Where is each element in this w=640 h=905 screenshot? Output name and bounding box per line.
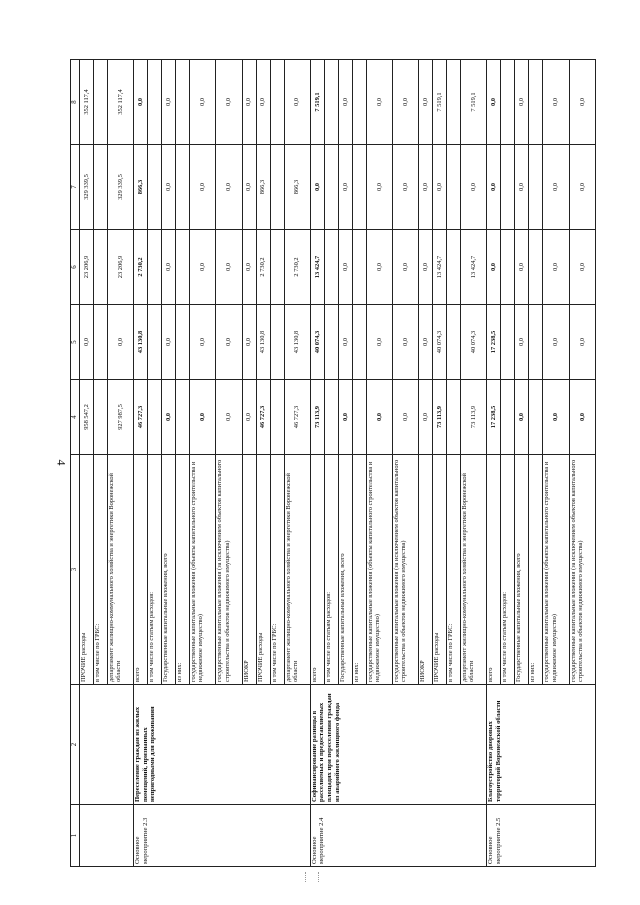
value-cell: 73 113,9 bbox=[433, 380, 447, 455]
value-cell: 23 206,9 bbox=[107, 230, 133, 305]
value-cell: 40 074,3 bbox=[461, 305, 487, 380]
value-cell bbox=[447, 305, 461, 380]
value-cell bbox=[447, 60, 461, 145]
value-cell: 13 424,7 bbox=[310, 230, 324, 305]
row-label: ПРОЧИЕ расходы bbox=[80, 455, 94, 685]
value-cell: 2 730,2 bbox=[134, 230, 148, 305]
row-label: департамент жилищно-коммунального хозяйства и энергетики Воронежской области bbox=[107, 455, 133, 685]
value-cell: 0,0 bbox=[366, 380, 392, 455]
value-cell: 0,0 bbox=[366, 145, 392, 230]
value-cell: 17 238,5 bbox=[487, 305, 501, 380]
value-cell: 0,0 bbox=[366, 230, 392, 305]
value-cell: 0,0 bbox=[419, 60, 433, 145]
value-cell bbox=[176, 380, 190, 455]
value-cell: 13 424,7 bbox=[461, 230, 487, 305]
value-cell: 0,0 bbox=[461, 145, 487, 230]
value-cell bbox=[93, 305, 107, 380]
row-label: в том числе по ГРБС: bbox=[447, 455, 461, 685]
value-cell: 0,0 bbox=[543, 380, 569, 455]
value-cell: 40 074,3 bbox=[433, 305, 447, 380]
value-cell: 0,0 bbox=[242, 305, 256, 380]
row-label: государственные капитальные вложения (за исключением объектов капитального строительства и объектов недвижимого имущества) bbox=[392, 455, 418, 685]
value-cell bbox=[270, 305, 284, 380]
value-cell: 0,0 bbox=[338, 230, 352, 305]
value-cell: 0,0 bbox=[515, 305, 529, 380]
value-cell bbox=[93, 230, 107, 305]
row-label: государственные капитальные вложения (за исключением объектов капитального строительства и объектов недвижимого имущества) bbox=[569, 455, 596, 685]
header-row bbox=[71, 60, 80, 867]
value-cell: 329 339,5 bbox=[107, 145, 133, 230]
row-label: в том числе по статьям расходов: bbox=[148, 455, 162, 685]
value-cell: 0,0 bbox=[190, 145, 216, 230]
value-cell: 7 519,1 bbox=[461, 60, 487, 145]
value-cell: 0,0 bbox=[162, 230, 176, 305]
row-label: Государственные капитальные вложения, всего bbox=[338, 455, 352, 685]
page-number: 4 bbox=[54, 459, 69, 466]
value-cell: 2 730,2 bbox=[256, 230, 270, 305]
value-cell: 0,0 bbox=[543, 145, 569, 230]
value-cell: 329 339,5 bbox=[80, 145, 94, 230]
value-cell bbox=[176, 145, 190, 230]
value-cell: 866,3 bbox=[256, 145, 270, 230]
value-cell: 0,0 bbox=[216, 380, 242, 455]
value-cell: 0,0 bbox=[515, 145, 529, 230]
value-cell bbox=[501, 230, 515, 305]
value-cell: 0,0 bbox=[419, 145, 433, 230]
row-label: всего bbox=[134, 455, 148, 685]
value-cell bbox=[529, 145, 543, 230]
value-cell: 0,0 bbox=[419, 305, 433, 380]
value-cell: 0,0 bbox=[162, 305, 176, 380]
value-cell bbox=[93, 380, 107, 455]
header-cell: 4 bbox=[71, 380, 80, 455]
value-cell: 0,0 bbox=[162, 145, 176, 230]
value-cell bbox=[501, 305, 515, 380]
header-cell: 1 bbox=[71, 805, 80, 867]
row-label: всего bbox=[487, 455, 501, 685]
row-label: в том числе по ГРБС: bbox=[270, 455, 284, 685]
value-cell bbox=[324, 380, 338, 455]
value-cell: 866,3 bbox=[134, 145, 148, 230]
value-cell: 0,0 bbox=[392, 230, 418, 305]
value-cell bbox=[529, 230, 543, 305]
value-cell: 17 238,5 bbox=[487, 380, 501, 455]
value-cell: 7 519,1 bbox=[310, 60, 324, 145]
value-cell bbox=[529, 60, 543, 145]
value-cell: 0,0 bbox=[256, 60, 270, 145]
value-cell bbox=[324, 60, 338, 145]
value-cell bbox=[447, 145, 461, 230]
value-cell bbox=[529, 305, 543, 380]
value-cell bbox=[352, 230, 366, 305]
value-cell: 0,0 bbox=[310, 145, 324, 230]
value-cell bbox=[324, 230, 338, 305]
value-cell bbox=[352, 60, 366, 145]
table-row bbox=[80, 60, 94, 867]
value-cell: 0,0 bbox=[190, 60, 216, 145]
row-label: из них: bbox=[176, 455, 190, 685]
row-label: в том числе по ГРБС: bbox=[93, 455, 107, 685]
header-cell: 2 bbox=[71, 685, 80, 805]
value-cell: 0,0 bbox=[569, 60, 596, 145]
value-cell: 0,0 bbox=[515, 380, 529, 455]
value-cell: 0,0 bbox=[515, 230, 529, 305]
value-cell: 46 727,3 bbox=[256, 380, 270, 455]
value-cell: 40 074,3 bbox=[310, 305, 324, 380]
value-cell: 43 130,8 bbox=[134, 305, 148, 380]
value-cell: 0,0 bbox=[543, 305, 569, 380]
value-cell bbox=[148, 230, 162, 305]
measure-code: Основное мероприятие 2.3 bbox=[134, 805, 311, 867]
value-cell bbox=[447, 230, 461, 305]
value-cell: 73 113,9 bbox=[461, 380, 487, 455]
budget-table bbox=[70, 59, 596, 867]
value-cell: 352 117,4 bbox=[80, 60, 94, 145]
value-cell: 0,0 bbox=[487, 230, 501, 305]
row-label: департамент жилищно-коммунального хозяйства и энергетики Воронежской области bbox=[461, 455, 487, 685]
value-cell: 866,3 bbox=[284, 145, 310, 230]
value-cell: 0,0 bbox=[338, 305, 352, 380]
row-label: из них: bbox=[352, 455, 366, 685]
scan-mark bbox=[305, 872, 319, 882]
value-cell: 0,0 bbox=[433, 145, 447, 230]
header-cell: 8 bbox=[71, 60, 80, 145]
value-cell: 0,0 bbox=[515, 60, 529, 145]
measure-name: Софинансирование разницы в расселяемых и предоставляемых площадях при переселении граждан из аварийного жилищного фонда bbox=[310, 685, 487, 805]
value-cell: 0,0 bbox=[107, 305, 133, 380]
value-cell: 0,0 bbox=[366, 60, 392, 145]
value-cell: 0,0 bbox=[242, 230, 256, 305]
value-cell: 0,0 bbox=[543, 60, 569, 145]
value-cell: 46 727,3 bbox=[284, 380, 310, 455]
value-cell: 0,0 bbox=[366, 305, 392, 380]
value-cell: 0,0 bbox=[392, 145, 418, 230]
value-cell: 0,0 bbox=[392, 60, 418, 145]
value-cell bbox=[352, 380, 366, 455]
row-label: всего bbox=[310, 455, 324, 685]
value-cell: 927 987,5 bbox=[107, 380, 133, 455]
value-cell bbox=[148, 60, 162, 145]
row-label: НИОКР bbox=[242, 455, 256, 685]
row-label: государственные капитальные вложения (объекты капитального строительства и недвижимое имущество) bbox=[190, 455, 216, 685]
header-cell: 5 bbox=[71, 305, 80, 380]
table-row bbox=[310, 60, 324, 867]
value-cell: 2 730,2 bbox=[284, 230, 310, 305]
value-cell: 352 117,4 bbox=[107, 60, 133, 145]
value-cell bbox=[176, 305, 190, 380]
table-row bbox=[487, 60, 501, 867]
value-cell bbox=[501, 60, 515, 145]
value-cell: 0,0 bbox=[487, 60, 501, 145]
measure-code: Основное мероприятие 2.5 bbox=[487, 805, 596, 867]
value-cell bbox=[447, 380, 461, 455]
value-cell: 0,0 bbox=[190, 230, 216, 305]
value-cell bbox=[148, 145, 162, 230]
value-cell: 0,0 bbox=[569, 230, 596, 305]
value-cell: 0,0 bbox=[242, 145, 256, 230]
measure-name: Переселение граждан из жилых помещений, признанных непригодными для проживания bbox=[134, 685, 311, 805]
value-cell: 0,0 bbox=[216, 230, 242, 305]
row-label: государственные капитальные вложения (объекты капитального строительства и недвижимое имущество) bbox=[543, 455, 569, 685]
value-cell bbox=[270, 380, 284, 455]
value-cell bbox=[93, 145, 107, 230]
row-label: Государственные капитальные вложения, всего bbox=[162, 455, 176, 685]
value-cell: 46 727,3 bbox=[134, 380, 148, 455]
row-label: Государственные капитальные вложения, всего bbox=[515, 455, 529, 685]
value-cell: 0,0 bbox=[487, 145, 501, 230]
value-cell: 0,0 bbox=[80, 305, 94, 380]
value-cell: 0,0 bbox=[569, 380, 596, 455]
value-cell bbox=[501, 145, 515, 230]
value-cell: 958 547,2 bbox=[80, 380, 94, 455]
measure-code-empty bbox=[80, 805, 134, 867]
value-cell bbox=[352, 305, 366, 380]
value-cell bbox=[93, 60, 107, 145]
value-cell: 0,0 bbox=[392, 380, 418, 455]
header-cell: 3 bbox=[71, 455, 80, 685]
value-cell: 23 206,9 bbox=[80, 230, 94, 305]
value-cell: 0,0 bbox=[543, 230, 569, 305]
measure-code: Основное мероприятие 2.4 bbox=[310, 805, 487, 867]
value-cell: 43 130,8 bbox=[284, 305, 310, 380]
value-cell: 0,0 bbox=[216, 60, 242, 145]
measure-name-empty bbox=[80, 685, 134, 805]
value-cell: 13 424,7 bbox=[433, 230, 447, 305]
value-cell: 0,0 bbox=[190, 305, 216, 380]
row-label: государственные капитальные вложения (за исключением объектов капитального строительства и объектов недвижимого имущества) bbox=[216, 455, 242, 685]
value-cell bbox=[324, 145, 338, 230]
value-cell: 0,0 bbox=[162, 60, 176, 145]
value-cell bbox=[148, 305, 162, 380]
value-cell: 0,0 bbox=[190, 380, 216, 455]
row-label: ПРОЧИЕ расходы bbox=[256, 455, 270, 685]
value-cell: 7 519,1 bbox=[433, 60, 447, 145]
value-cell bbox=[176, 60, 190, 145]
value-cell: 0,0 bbox=[338, 380, 352, 455]
value-cell: 0,0 bbox=[242, 380, 256, 455]
measure-name: Благоустройство дворовых территорий Воронежской области bbox=[487, 685, 596, 805]
row-label: НИОКР bbox=[419, 455, 433, 685]
value-cell: 0,0 bbox=[216, 305, 242, 380]
value-cell bbox=[352, 145, 366, 230]
value-cell: 0,0 bbox=[216, 145, 242, 230]
value-cell: 73 113,9 bbox=[310, 380, 324, 455]
value-cell bbox=[324, 305, 338, 380]
value-cell bbox=[529, 380, 543, 455]
value-cell: 0,0 bbox=[338, 60, 352, 145]
value-cell: 0,0 bbox=[242, 60, 256, 145]
value-cell bbox=[270, 145, 284, 230]
value-cell: 0,0 bbox=[392, 305, 418, 380]
row-label: в том числе по статьям расходов: bbox=[501, 455, 515, 685]
value-cell bbox=[501, 380, 515, 455]
row-label: в том числе по статьям расходов: bbox=[324, 455, 338, 685]
value-cell bbox=[270, 60, 284, 145]
value-cell bbox=[176, 230, 190, 305]
value-cell: 0,0 bbox=[134, 60, 148, 145]
row-label: департамент жилищно-коммунального хозяйства и энергетики Воронежской области bbox=[284, 455, 310, 685]
header-cell: 7 bbox=[71, 145, 80, 230]
value-cell: 0,0 bbox=[419, 380, 433, 455]
value-cell: 0,0 bbox=[284, 60, 310, 145]
value-cell: 43 130,8 bbox=[256, 305, 270, 380]
header-cell: 6 bbox=[71, 230, 80, 305]
value-cell bbox=[270, 230, 284, 305]
row-label: из них: bbox=[529, 455, 543, 685]
row-label: ПРОЧИЕ расходы bbox=[433, 455, 447, 685]
value-cell: 0,0 bbox=[338, 145, 352, 230]
document-rotated bbox=[70, 60, 596, 867]
table-row bbox=[134, 60, 148, 867]
value-cell: 0,0 bbox=[162, 380, 176, 455]
value-cell: 0,0 bbox=[569, 305, 596, 380]
value-cell: 0,0 bbox=[569, 145, 596, 230]
value-cell: 0,0 bbox=[419, 230, 433, 305]
row-label: государственные капитальные вложения (объекты капитального строительства и недвижимое имущество) bbox=[366, 455, 392, 685]
value-cell bbox=[148, 380, 162, 455]
